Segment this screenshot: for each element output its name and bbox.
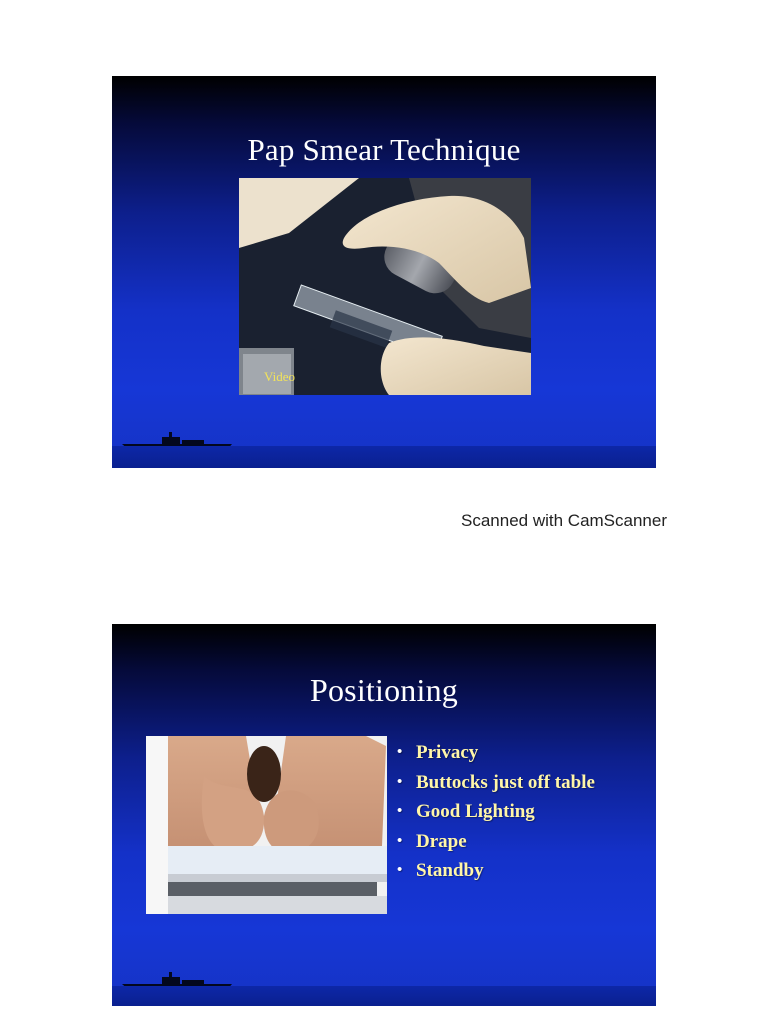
positioning-illustration [146, 736, 387, 914]
positioning-photo [146, 736, 387, 914]
slide-footer-band [112, 446, 656, 468]
bullet-dot-icon: • [397, 744, 403, 760]
list-item: • Good Lighting [395, 797, 595, 827]
slide-preparation-photo [239, 178, 531, 395]
scanner-watermark: Scanned with CamScanner [461, 511, 668, 530]
slide-preparation-illustration [239, 178, 531, 395]
slide-footer-band [112, 986, 656, 1006]
bullet-dot-icon: • [397, 862, 403, 879]
list-item: • Drape [395, 827, 595, 857]
list-item: • Privacy [395, 738, 595, 768]
bullet-dot-icon: • [397, 832, 403, 849]
slide-title: Pap Smear Technique [247, 132, 521, 167]
bullet-dot-icon: • [397, 803, 403, 820]
video-label[interactable]: Video [264, 369, 295, 384]
list-item: • Buttocks just off table [395, 768, 595, 798]
slide-pap-smear-technique [112, 76, 656, 468]
bullet-dot-icon: • [397, 773, 403, 790]
list-item: • Standby [395, 856, 595, 886]
positioning-bullet-list [395, 738, 595, 886]
slide-positioning [112, 624, 656, 1006]
slide-title: Positioning [309, 672, 458, 708]
